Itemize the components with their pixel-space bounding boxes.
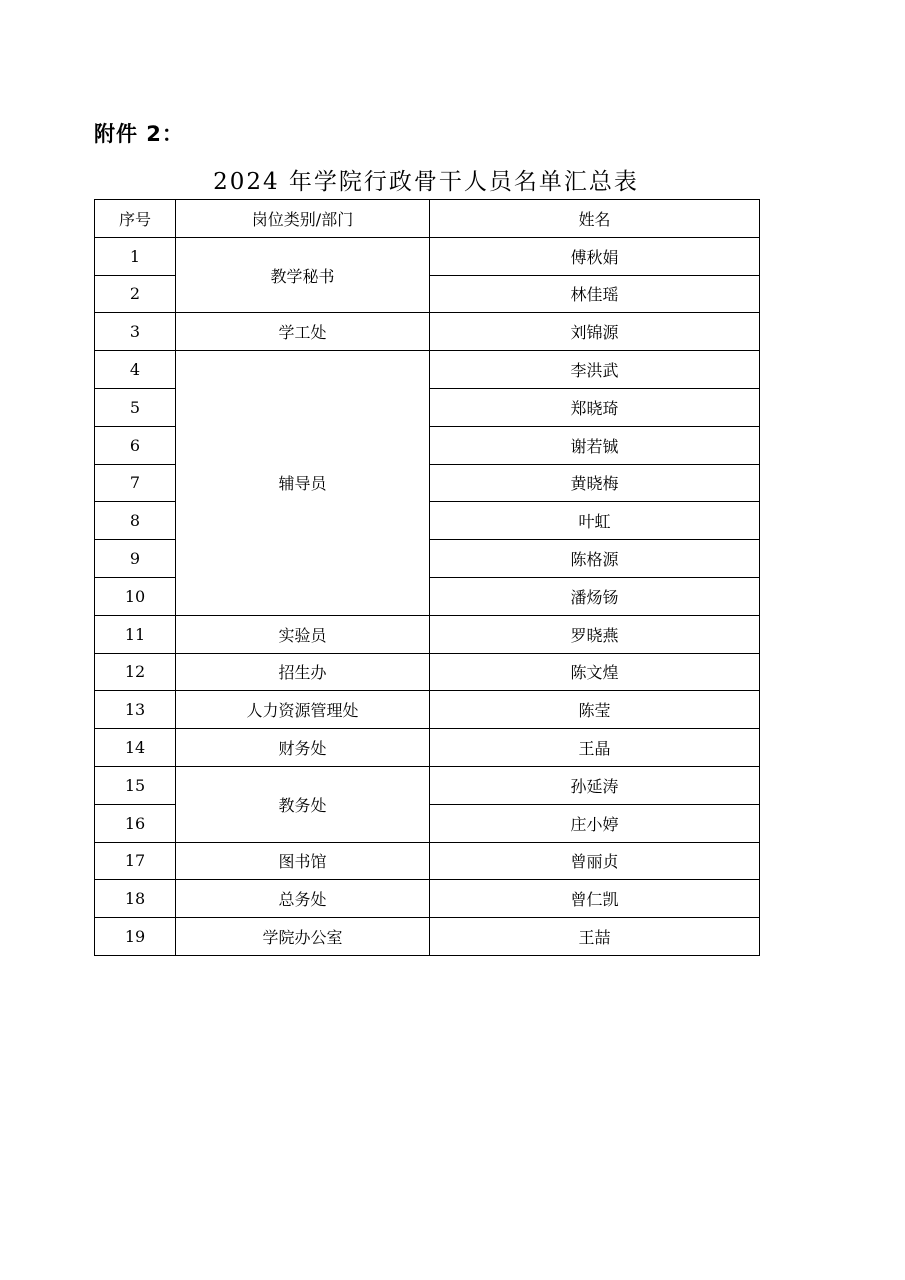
cell-serial-number: 1 [95,237,176,275]
cell-serial-number: 10 [95,577,176,615]
cell-person-name: 林佳瑶 [430,275,760,313]
cell-serial-number: 11 [95,615,176,653]
table-row [95,766,760,804]
cell-serial-number: 4 [95,351,176,389]
cell-serial-number: 3 [95,313,176,351]
table-header-row [95,200,760,238]
cell-person-name: 孙延涛 [430,766,760,804]
cell-person-name: 李洪武 [430,351,760,389]
roster-table [94,199,760,956]
table-row [95,351,760,389]
table-row [95,653,760,691]
cell-serial-number: 17 [95,842,176,880]
cell-person-name: 潘炀钖 [430,577,760,615]
cell-department: 总务处 [176,880,430,918]
cell-department: 教学秘书 [176,237,430,313]
cell-department: 教务处 [176,766,430,842]
cell-serial-number: 14 [95,729,176,767]
cell-person-name: 罗晓燕 [430,615,760,653]
table-row [95,691,760,729]
cell-department: 学院办公室 [176,918,430,956]
cell-person-name: 傅秋娟 [430,237,760,275]
cell-person-name: 谢若铖 [430,426,760,464]
cell-person-name: 陈格源 [430,540,760,578]
cell-department: 人力资源管理处 [176,691,430,729]
table-row [95,729,760,767]
cell-person-name: 陈文煌 [430,653,760,691]
cell-person-name: 曾仁凯 [430,880,760,918]
cell-department: 招生办 [176,653,430,691]
table-row [95,237,760,275]
header-department: 岗位类别/部门 [176,200,430,238]
cell-serial-number: 9 [95,540,176,578]
document-title: 2024 年学院行政骨干人员名单汇总表 [213,169,639,195]
cell-person-name: 叶虹 [430,502,760,540]
cell-serial-number: 15 [95,766,176,804]
cell-serial-number: 2 [95,275,176,313]
cell-person-name: 庄小婷 [430,804,760,842]
cell-serial-number: 7 [95,464,176,502]
cell-serial-number: 5 [95,388,176,426]
cell-department: 财务处 [176,729,430,767]
cell-serial-number: 16 [95,804,176,842]
cell-person-name: 黄晓梅 [430,464,760,502]
table-row [95,313,760,351]
cell-person-name: 郑晓琦 [430,388,760,426]
cell-person-name: 王晶 [430,729,760,767]
table-row [95,880,760,918]
cell-serial-number: 12 [95,653,176,691]
attachment-label: 附件 2： [94,122,184,146]
cell-serial-number: 18 [95,880,176,918]
cell-serial-number: 6 [95,426,176,464]
cell-serial-number: 13 [95,691,176,729]
cell-department: 图书馆 [176,842,430,880]
cell-serial-number: 19 [95,918,176,956]
cell-department: 实验员 [176,615,430,653]
cell-person-name: 陈莹 [430,691,760,729]
table-row [95,842,760,880]
cell-person-name: 王喆 [430,918,760,956]
roster-body [95,237,760,955]
table-row [95,918,760,956]
cell-person-name: 刘锦源 [430,313,760,351]
table-row [95,615,760,653]
header-serial-number: 序号 [95,200,176,238]
cell-department: 学工处 [176,313,430,351]
cell-serial-number: 8 [95,502,176,540]
cell-person-name: 曾丽贞 [430,842,760,880]
cell-department: 辅导员 [176,351,430,616]
header-name: 姓名 [430,200,760,238]
